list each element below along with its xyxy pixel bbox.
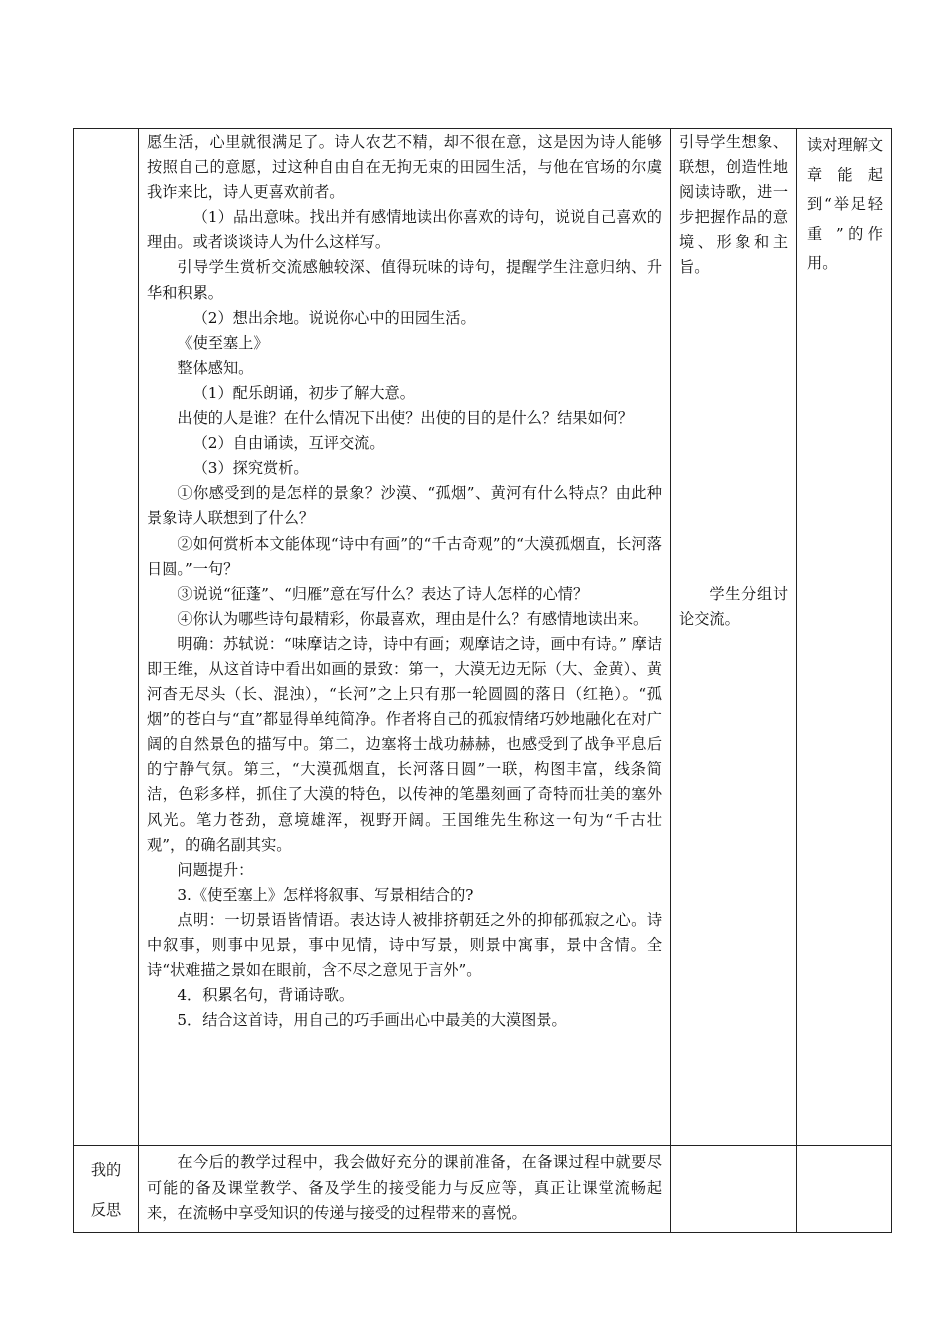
reflection-label-cell — [74, 1146, 139, 1233]
reflection-label-line2: 反思 — [90, 1201, 122, 1219]
content-paragraph: 3.《使至塞上》怎样将叙事、写景相结合的? — [177, 885, 474, 904]
lesson-plan-table — [73, 128, 892, 1233]
teaching-content-cell — [139, 129, 671, 1146]
reflection-text: 在今后的教学过程中，我会做好充分的课前准备，在备课过程中就要尽可能的备及课堂教学、备及学生的接受能力与反应等，真正让课堂流畅起来，在流畅中享受知识的传递与接受的过程带来的喜悦。 — [147, 1153, 662, 1223]
reflection-empty-cell-3 — [671, 1146, 797, 1233]
content-paragraph: 明确：苏轼说：“味摩诘之诗，诗中有画；观摩诘之诗，画中有诗。” 摩诘即王维，从这首诗中看出如画的景致：第一，大漠无边无际（大、金黄）、黄河杳无尽头（长、混浊），“长河”之上只有那一轮圆圆的落日（红艳）。“孤烟”的苍白与“直”都显得单纯简净。作者将自己的孤寂情绪巧妙地融化在对广阔的自然景色的描写中。第二，边塞将士战功赫赫，也感受到了战争平息后的宁静气氛。第三，“大漠孤烟直，长河落日圆”一联，构图丰富，线条简洁，色彩多样，抓住了大漠的特色，以传神的笔墨刻画了奇特而壮美的塞外风光。笔力苍劲，意境雄浑，视野开阔。王国维先生称这一句为“千古壮观”，的确名副其实。 — [147, 634, 662, 854]
content-paragraph: （3）探究赏析。 — [192, 459, 309, 478]
content-paragraph: ③说说“征蓬”、“归雁”意在写什么？表达了诗人怎样的心情？ — [177, 584, 589, 603]
teaching-content — [139, 129, 670, 1033]
content-paragraph: 5．结合这首诗，用自己的巧手画出心中最美的大漠图景。 — [177, 1011, 567, 1030]
content-paragraph: （1）配乐朗诵，初步了解大意。 — [192, 383, 415, 402]
content-paragraph: 整体感知。 — [177, 358, 254, 377]
content-paragraph: 出使的人是谁？在什么情况下出使？出使的目的是什么？结果如何？ — [177, 409, 634, 428]
activity-note-guide: 引导学生想象、联想，创造性地阅读诗歌，进一步把握作品的意境、形象和主旨。 — [679, 133, 788, 277]
design-intent-note: 读对理解文章能起到“举足轻重 ”的作用。 — [807, 136, 883, 273]
content-paragraph: ①你感受到的是怎样的景象？沙漠、“孤烟”、黄河有什么特点？由此种景象诗人联想到了什么？ — [147, 484, 662, 528]
section-label-cell — [74, 129, 139, 1146]
content-paragraph: ②如何赏析本文能体现“诗中有画”的“千古奇观”的“大漠孤烟直，长河落日圆。”一句？ — [147, 534, 662, 578]
content-paragraph: 愿生活，心里就很满足了。诗人农艺不精，却不很在意，这是因为诗人能够按照自己的意愿，过这种自由自在无拘无束的田园生活，与他在官场的尔虞我诈来比，诗人更喜欢前者。 — [147, 133, 662, 202]
content-paragraph: 4．积累名句，背诵诗歌。 — [177, 986, 355, 1005]
reflection-row — [74, 1146, 892, 1233]
design-intent-cell — [797, 129, 892, 1146]
activity-note-group-discussion: 学生分组讨论交流。 — [679, 584, 788, 628]
reflection-label-line1: 我的 — [90, 1161, 122, 1179]
teaching-process-row — [74, 129, 892, 1146]
content-paragraph: 《使至塞上》 — [177, 333, 269, 352]
student-activity-cell — [671, 129, 797, 1146]
content-paragraph: （2）想出余地。说说你心中的田园生活。 — [192, 308, 476, 327]
reflection-text-cell — [139, 1146, 671, 1233]
content-paragraph: （2）自由诵读，互评交流。 — [192, 434, 385, 453]
reflection-empty-cell-4 — [797, 1146, 892, 1233]
content-paragraph: 问题提升： — [177, 860, 254, 879]
content-paragraph: 点明：一切景语皆情语。表达诗人被排挤朝廷之外的抑郁孤寂之心。诗中叙事，则事中见景，事中见情，诗中写景，则景中寓事，景中含情。全诗“状难描之景如在眼前，含不尽之意见于言外”。 — [147, 910, 662, 980]
content-paragraph: （1）品出意味。找出并有感情地读出你喜欢的诗句，说说自己喜欢的理由。或者谈谈诗人为什么这样写。 — [147, 208, 662, 252]
content-paragraph: 引导学生赏析交流感触较深、值得玩味的诗句，提醒学生注意归纳、升华和积累。 — [147, 258, 662, 302]
content-paragraph: ④你认为哪些诗句最精彩，你最喜欢，理由是什么？有感情地读出来。 — [177, 609, 649, 628]
